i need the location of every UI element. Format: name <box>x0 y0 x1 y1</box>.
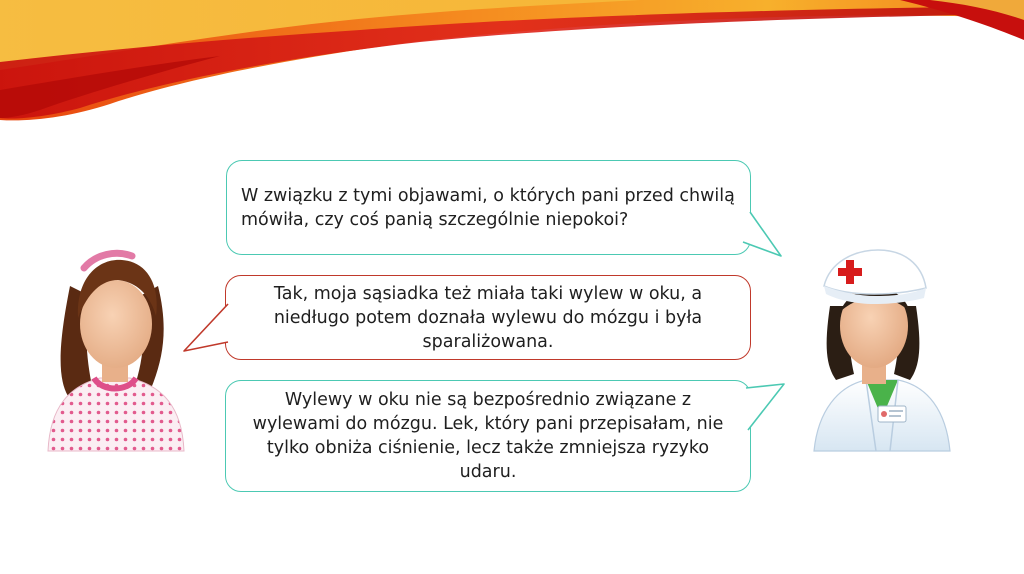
speech-bubble-nurse-question <box>226 160 751 255</box>
decorative-banner <box>0 0 1024 130</box>
speech-bubble-nurse-explanation <box>225 380 751 492</box>
speech-bubble-tail <box>740 210 790 264</box>
bubble-text: W związku z tymi objawami, o których pani przed chwilą mówiła, czy coś panią szczególnie niepokoi? <box>241 185 735 230</box>
bubble-text: Tak, moja sąsiadka też miała taki wylew w oku, a niedługo potem doznała wylewu do mózgu i była sparaliżowana. <box>273 283 703 352</box>
speech-bubble-tail <box>176 300 232 360</box>
speech-bubble-tail <box>742 378 792 438</box>
bubble-text: Wylewy w oku nie są bezpośrednio związane z wylewami do mózgu. Lek, który pani przepisałam, nie tylko obniża ciśnienie, lecz także zmniejsza ryzyko udaru. <box>252 390 724 482</box>
speech-bubble-patient-answer <box>225 275 751 360</box>
nurse-icon <box>806 246 956 456</box>
name-badge-icon <box>878 406 906 422</box>
patient-woman-icon <box>40 246 190 456</box>
